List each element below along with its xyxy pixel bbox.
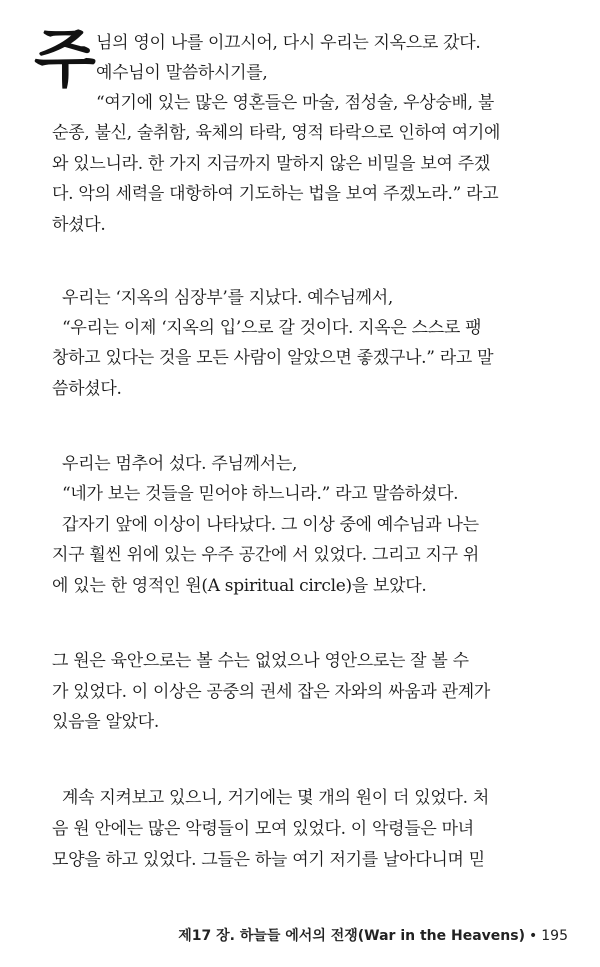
- paragraph-5-line-2: 음 원 안에는 많은 악령들이 모여 있었다. 이 악령들은 마녀: [52, 819, 474, 839]
- footer-bullet: •: [529, 928, 538, 944]
- paragraph-3-line-1: 우리는 멈추어 섰다. 주님께서는,: [62, 454, 298, 474]
- paragraph-4-line-1: 그 원은 육안으로는 볼 수는 없었으나 영안으로는 잘 볼 수: [52, 651, 469, 671]
- paragraph-3-line-3-wrap: [62, 510, 479, 541]
- paragraph-3-line-3: 갑자기 앞에 이상이 나타났다. 그 이상 중에 예수님과 나는: [62, 515, 479, 535]
- paragraph-2-body: [52, 343, 493, 404]
- paragraph-4-line-3: 있음을 알았다.: [52, 712, 159, 732]
- paragraph-2-line-4: 씀하셨다.: [52, 378, 122, 399]
- page-footer: [0, 925, 568, 945]
- paragraph-4-line-2: 가 있었다. 이 이상은 공중의 권세 잡은 자와의 싸움과 관계가: [52, 681, 490, 702]
- chapter-title: 제17 장. 하늘들 에서의 전쟁(War in the Heavens): [178, 928, 525, 944]
- paragraph-1-line-4: 순종, 불신, 술취함, 육체의 타락, 영적 타락으로 인하여 여기에: [52, 123, 501, 143]
- paragraph-5-body: [52, 814, 485, 875]
- paragraph-5-line-3: 모양을 하고 있었다. 그들은 하늘 여기 저기를 날아다니며 믿: [52, 849, 485, 870]
- paragraph-3-line-5: 에 있는 한 영적인 원(A spiritual circle)을 보았다.: [52, 575, 427, 596]
- page-number: 195: [541, 928, 568, 944]
- paragraph-2-line-2: “우리는 이제 ‘지옥의 입’으로 갈 것이다. 지옥은 스스로 팽: [62, 318, 482, 338]
- paragraph-2-line-1-wrap: [62, 283, 393, 314]
- paragraph-1-line-5: 와 있느니라. 한 가지 지금까지 말하지 않은 비밀을 보여 주겠: [52, 153, 490, 174]
- paragraph-5-line-1-wrap: [62, 783, 489, 814]
- paragraph-2-line-3: 창하고 있다는 것을 모든 사람이 알았으면 좋겠구나.” 라고 말: [52, 348, 494, 368]
- paragraph-1-line-2: 예수님이 말씀하시기를,: [96, 63, 268, 83]
- paragraph-1-line-6: 다. 악의 세력을 대항하여 기도하는 법을 보여 주겠노라.” 라고: [52, 184, 499, 204]
- paragraph-3-line-2-wrap: [62, 479, 458, 510]
- paragraph-2-line-2-wrap: [62, 313, 481, 344]
- paragraph-1-line-3: “여기에 있는 많은 영혼들은 마술, 점성술, 우상숭배, 불: [96, 93, 494, 113]
- paragraph-3-line-4: 지구 훨씬 위에 있는 우주 공간에 서 있었다. 그리고 지구 위: [52, 545, 479, 565]
- paragraph-3-line-2: “네가 보는 것들을 믿어야 하느니라.” 라고 말씀하셨다.: [62, 484, 459, 504]
- paragraph-1-line-1: 님의 영이 나를 이끄시어, 다시 우리는 지옥으로 갔다.: [96, 33, 481, 53]
- paragraph-3-body: [52, 540, 479, 601]
- paragraph-4-body: [52, 646, 490, 738]
- drop-cap: 주: [34, 23, 96, 97]
- paragraph-1-line-7: 하셨다.: [52, 214, 106, 235]
- paragraph-1-body: [52, 118, 500, 240]
- paragraph-3-line-1-wrap: [62, 449, 297, 480]
- paragraph-2-line-1: 우리는 ‘지옥의 심장부’를 지났다. 예수님께서,: [62, 288, 394, 308]
- paragraph-5-line-1: 계속 지켜보고 있으니, 거기에는 몇 개의 원이 더 있었다. 처: [62, 788, 489, 808]
